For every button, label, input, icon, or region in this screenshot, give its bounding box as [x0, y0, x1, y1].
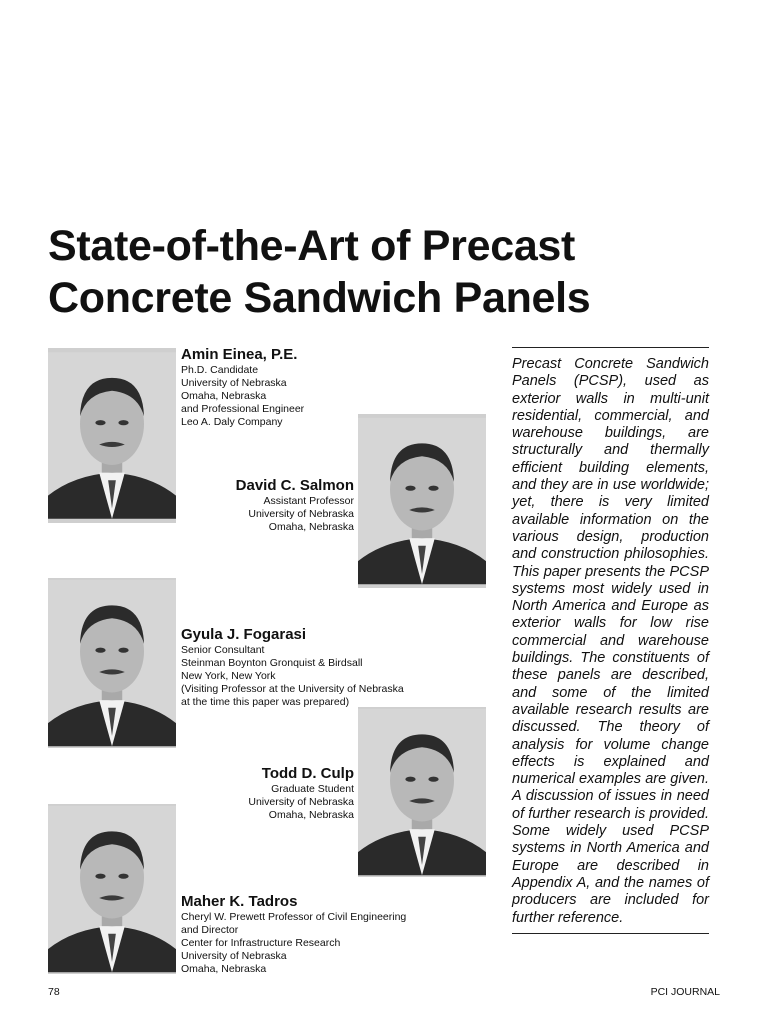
author-photo-salmon — [358, 414, 486, 588]
author-affiliation-line: and Professional Engineer — [181, 403, 305, 415]
author-affiliation-line: Omaha, Nebraska — [181, 390, 267, 402]
author-affiliation-line: Cheryl W. Prewett Professor of Civil Engineering — [181, 911, 407, 923]
page-number: 78 — [48, 986, 60, 998]
author-photo-einea — [48, 348, 176, 523]
author-photo-tadros — [48, 804, 176, 974]
article-title — [48, 220, 728, 324]
journal-name: PCI JOURNAL — [650, 986, 720, 998]
author-affiliation-line: Steinman Boynton Gronquist & Birdsall — [181, 657, 363, 669]
author-affiliation-line: University of Nebraska — [181, 377, 287, 389]
author-affiliation-line: Center for Infrastructure Research — [181, 937, 341, 949]
author-tadros — [181, 893, 406, 976]
portrait-image — [48, 578, 176, 748]
author-name: Gyula J. Fogarasi — [181, 626, 307, 643]
author-name: Todd D. Culp — [261, 765, 354, 782]
author-affiliation-line: Omaha, Nebraska — [268, 521, 354, 533]
author-affiliation-line: Assistant Professor — [263, 495, 354, 507]
author-affiliation-line: Ph.D. Candidate — [181, 364, 259, 376]
author-affiliation-line: Omaha, Nebraska — [181, 963, 267, 975]
author-affiliation-line: (Visiting Professor at the University of Nebraska — [181, 683, 404, 695]
portrait-image — [358, 414, 486, 588]
author-name: David C. Salmon — [235, 477, 354, 494]
author-culp — [180, 765, 354, 822]
author-affiliation-line: Senior Consultant — [181, 644, 265, 656]
author-affiliation-line: and Director — [181, 924, 239, 936]
author-affiliation-line: University of Nebraska — [248, 796, 354, 808]
author-photo-fogarasi — [48, 578, 176, 748]
portrait-image — [48, 804, 176, 974]
author-einea — [181, 346, 304, 429]
author-salmon — [180, 477, 354, 534]
author-photo-culp — [358, 707, 486, 877]
author-affiliation-line: University of Nebraska — [248, 508, 354, 520]
title-line-1: State-of-the-Art of Precast — [48, 222, 576, 270]
author-affiliation-line: at the time this paper was prepared) — [181, 696, 350, 708]
author-affiliation-line: University of Nebraska — [181, 950, 287, 962]
author-affiliation-line: New York, New York — [181, 670, 276, 682]
title-line-2: Concrete Sandwich Panels — [48, 274, 591, 322]
author-affiliation-line: Graduate Student — [271, 783, 354, 795]
author-name: Amin Einea, P.E. — [181, 346, 298, 363]
portrait-image — [358, 707, 486, 877]
abstract: Precast Concrete Sandwich Panels (PCSP), used as exterior walls in multi-unit residential, commercial, and warehouse buildings, are structurally and thermally efficient building elements, and they are in use worldwide; yet, there is very limited available information on the various design, production and construction philosophies. This paper presents the PCSP systems most widely used in North America and Europe as exterior walls for low rise commercial and warehouse buildings. The constituents of these panels are described, and some of the limited available research results are discussed. The theory of analysis for volume change effects is explained and numerical examples are given. A discussion of issues in need of further research is provided. Some widely used PCSP systems in North America and Europe are described in Appendix A, and the names of producers are included for further reference. — [512, 347, 709, 934]
author-name: Maher K. Tadros — [181, 893, 298, 910]
author-fogarasi — [181, 626, 404, 709]
portrait-image — [48, 348, 176, 523]
author-affiliation-line: Omaha, Nebraska — [268, 809, 354, 821]
author-affiliation-line: Leo A. Daly Company — [181, 416, 283, 428]
